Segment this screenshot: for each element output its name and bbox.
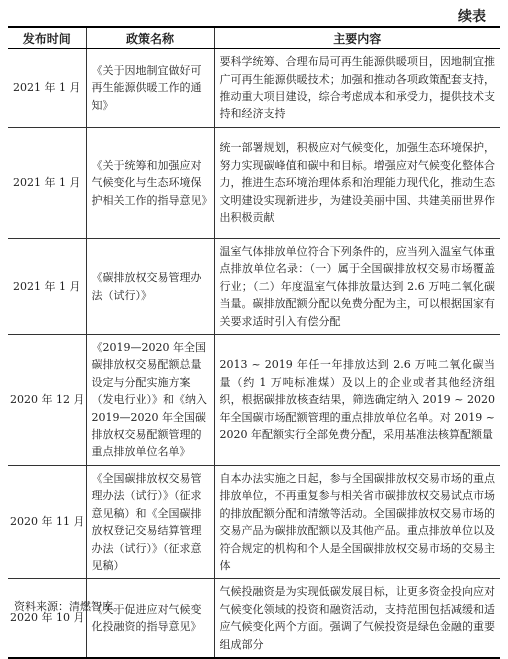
row-policy: 《全国碳排放权交易管理办法（试行）》（征求意见稿）和《全国碳排放权登记交易结算管理办法（试行）》（征求意见稿） bbox=[86, 465, 214, 578]
row-date: 2020 年 11 月 bbox=[8, 465, 86, 578]
policy-table bbox=[8, 26, 500, 659]
row-date: 2021 年 1 月 bbox=[8, 128, 86, 239]
table-row bbox=[8, 465, 500, 578]
row-content: 要科学统筹、合理布局可再生能源供暖项目，因地制宜推广可再生能源供暖技术；加强和推动各项政策配套支持，推动重大项目建设，综合考虑成本和承受力，提供技术支持和经济支持 bbox=[214, 49, 500, 128]
header-content: 主要内容 bbox=[214, 27, 500, 49]
table-row bbox=[8, 128, 500, 239]
row-date: 2020 年 10 月 bbox=[8, 579, 86, 658]
table-row bbox=[8, 49, 500, 128]
row-content: 温室气体排放单位符合下列条件的，应当列入温室气体重点排放单位名录：（一）属于全国碳排放权交易市场覆盖行业；（二）年度温室气体排放量达到 2.6 万吨二氧化碳当量。碳排放配额分配以免费分配为主，可以根据国家有关要求适时引入有偿分配 bbox=[214, 239, 500, 335]
table-row bbox=[8, 335, 500, 466]
row-date: 2021 年 1 月 bbox=[8, 239, 86, 335]
row-date: 2020 年 12 月 bbox=[8, 335, 86, 466]
row-policy: 《关于因地制宜做好可再生能源供暖工作的通知》 bbox=[86, 49, 214, 128]
table-header-row bbox=[8, 27, 500, 49]
source-note: 资料来源：清燃智库。 bbox=[14, 600, 124, 613]
row-policy: 《关于促进应对气候变化投融资的指导意见》 bbox=[86, 579, 214, 658]
table-row bbox=[8, 239, 500, 335]
row-content: 气候投融资是为实现低碳发展目标，让更多资金投向应对气候变化领域的投资和融资活动，支持范围包括减缓和适应气候变化两个方面。强调了气候投资是绿色金融的重要组成部分 bbox=[214, 579, 500, 658]
table-row bbox=[8, 579, 500, 658]
row-content: 统一部署规划，积极应对气候变化，加强生态环境保护，努力实现碳峰值和碳中和目标。增强应对气候变化整体合力，推进生态环境治理体系和治理能力现代化，推动生态文明建设实现新进步，为建设美丽中国、共建美丽世界作出积极贡献 bbox=[214, 128, 500, 239]
row-policy: 《关于统筹和加强应对气候变化与生态环境保护相关工作的指导意见》 bbox=[86, 128, 214, 239]
continued-label: 续表 bbox=[458, 9, 486, 25]
header-policy: 政策名称 bbox=[86, 27, 214, 49]
row-date: 2021 年 1 月 bbox=[8, 49, 86, 128]
row-policy: 《2019—2020 年全国碳排放权交易配额总量设定与分配实施方案（发电行业）》和《纳入 2019—2020 年全国碳排放权交易配额管理的重点排放单位名单》 bbox=[86, 335, 214, 466]
row-content: 自本办法实施之日起，参与全国碳排放权交易市场的重点排放单位，不再重复参与相关省市碳排放权交易试点市场的排放配额分配和清缴等活动。全国碳排放权交易市场的交易产品为碳排放配额以及其他产品。重点排放单位以及符合规定的机构和个人是全国碳排放权交易市场的交易主体 bbox=[214, 465, 500, 578]
row-content: 2013 ~ 2019 年任一年排放达到 2.6 万吨二氧化碳当量（约 1 万吨标准煤）及以上的企业或者其他经济组织，根据碳排放核查结果，筛选确定纳入 2019 ~ 2020 年全国碳市场配额管理的重点排放单位名单。对 2019 ~ 2020 年配额实行全部免费分配，采用基准法核算配额量 bbox=[214, 335, 500, 466]
header-date: 发布时间 bbox=[8, 27, 86, 49]
row-policy: 《碳排放权交易管理办法（试行）》 bbox=[86, 239, 214, 335]
